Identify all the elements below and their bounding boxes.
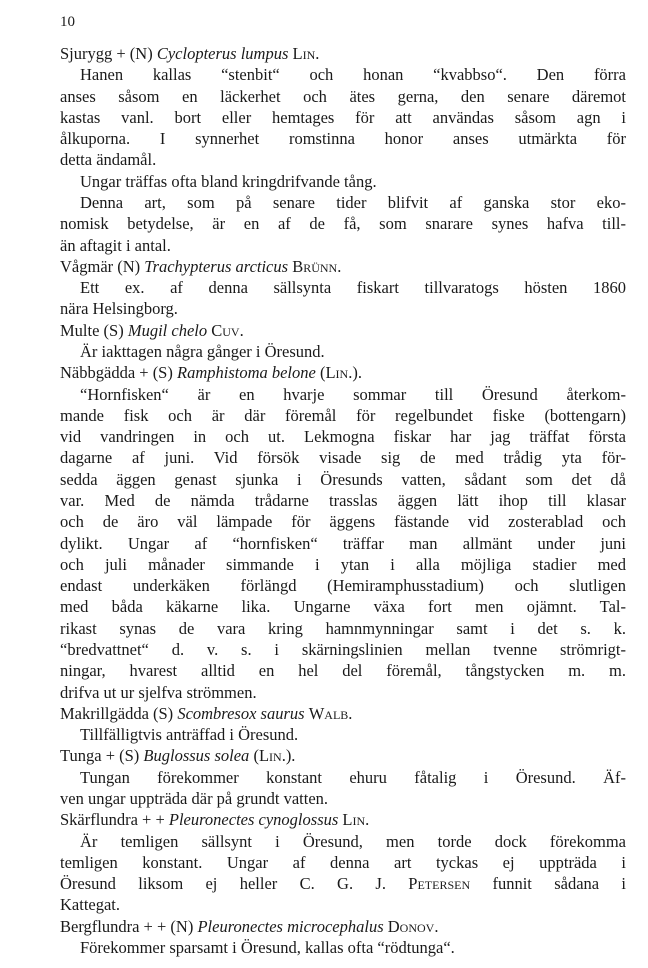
text-line — [60, 427, 626, 447]
text-line — [80, 193, 626, 213]
text-span: ( — [315, 363, 326, 382]
text-span: Vågmär (N) — [60, 257, 145, 276]
text-line — [60, 619, 626, 639]
text-span: endast underkäken förlängd (Hemiramphusstadium) och slutligen — [60, 576, 626, 595]
text-span: mande fisk och är där föremål för regelbundet fiske (bottengarn) — [60, 406, 626, 425]
text-span: med båda käkarne lika. Ungarne växa fort men ojämnt. Tal- — [60, 597, 626, 616]
text-span: . — [348, 704, 353, 723]
text-span: drifva ut ur sjelfva strömmen. — [60, 683, 257, 702]
text-span: “bredvattnet“ d. v. s. i skärningslinien mellan tvenne strömrigt- — [60, 640, 626, 659]
author-name: Lin — [342, 810, 366, 829]
text-line — [60, 214, 626, 234]
text-span: sedda äggen genast sjunka i Öresunds vatten, sådant som det då — [60, 470, 626, 489]
text-line — [80, 65, 626, 85]
species-latin-name: Mugil chelo — [127, 321, 208, 340]
text-span: ålkuporna. I synnerhet romstinna honor anses utmärkta för — [60, 129, 626, 148]
text-span: ven ungar uppträda där på grundt vatten. — [60, 789, 329, 808]
text-line — [60, 448, 626, 468]
species-heading-skarflundra — [60, 810, 626, 830]
text-line — [60, 555, 626, 575]
author-name: Petersen — [408, 874, 471, 893]
author-name: Brünn — [292, 257, 338, 276]
text-span: Denna art, som på senare tider blifvit af ganska stor eko- — [80, 193, 626, 212]
species-heading-nabbgadda — [60, 363, 626, 383]
text-line — [60, 150, 626, 170]
text-line — [60, 874, 626, 894]
text-line — [60, 236, 626, 256]
text-span: ningar, hvarest alltid en hel del föremål, tångstycken m. m. — [60, 661, 626, 680]
text-line — [60, 129, 626, 149]
text-line — [80, 278, 626, 298]
text-span: Ett ex. af denna sällsynta fiskart tillvaratogs hösten 1860 — [80, 278, 626, 297]
text-line — [60, 534, 626, 554]
text-line — [60, 512, 626, 532]
text-span: detta ändamål. — [60, 150, 157, 169]
species-heading-sjurygg — [60, 44, 626, 64]
text-span: anses såsom en läckerhet och ätes gerna, den senare däremot — [60, 87, 626, 106]
species-latin-name: Scombresox saurus — [177, 704, 305, 723]
text-line — [80, 172, 626, 192]
text-line — [60, 491, 626, 511]
text-span: dagarne af juni. Vid försök visade sig de med trådig yta för- — [60, 448, 626, 467]
text-line — [60, 406, 626, 426]
text-line — [60, 299, 626, 319]
text-span: “Hornfisken“ är en hvarje sommar till Öresund återkom- — [80, 385, 626, 404]
text-span: Bergflundra + + (N) — [60, 917, 198, 936]
species-latin-name: Ramphistoma belone — [176, 363, 316, 382]
text-span: nomisk betydelse, är en af de få, som snarare synes hafva till- — [60, 214, 626, 233]
text-line — [80, 832, 626, 852]
text-span: vid vandringen in och ut. Lekmogna fiskar har jag träffat första — [60, 427, 626, 446]
species-heading-multe — [60, 321, 626, 341]
text-span: . — [315, 44, 320, 63]
text-span: . — [337, 257, 342, 276]
species-latin-name: Cyclopterus lumpus — [156, 44, 289, 63]
text-span: ( — [249, 746, 259, 765]
species-latin-name: Pleuronectes cynoglossus — [168, 810, 339, 829]
text-line — [60, 683, 626, 703]
text-span: Öresund liksom ej heller C. G. J. — [60, 874, 409, 893]
text-line — [80, 725, 626, 745]
text-line — [60, 661, 626, 681]
text-line — [80, 342, 626, 362]
text-span: rikast synas de vara kring hamnmynningar samt i det s. k. — [60, 619, 626, 638]
text-span: nära Helsingborg. — [60, 299, 178, 318]
text-line — [80, 768, 626, 788]
text-span: Skärflundra + + — [60, 810, 169, 829]
text-span: Tillfälligtvis anträffad i Öresund. — [80, 725, 299, 744]
text-span: kastas vanl. bort eller hemtages för att användas såsom agn i — [60, 108, 626, 127]
text-line — [60, 576, 626, 596]
text-line — [60, 789, 626, 809]
text-span: Kattegat. — [60, 895, 121, 914]
species-latin-name: Pleuronectes microcephalus — [197, 917, 384, 936]
species-heading-makrillgadda — [60, 704, 626, 724]
text-span: Näbbgädda + (S) — [60, 363, 177, 382]
author-name: Cuv — [211, 321, 240, 340]
text-span: . — [365, 810, 370, 829]
text-line — [60, 895, 626, 915]
author-name: Lin — [325, 363, 349, 382]
species-latin-name: Buglossus solea — [143, 746, 250, 765]
text-span: . — [434, 917, 439, 936]
text-span: Ungar träffas ofta bland kringdrifvande tång. — [80, 172, 377, 191]
text-line — [60, 108, 626, 128]
text-span: Tungan förekommer konstant ehuru fåtalig i Öresund. Äf- — [80, 768, 626, 787]
text-span: Multe (S) — [60, 321, 128, 340]
page-number: 10 — [60, 14, 75, 30]
text-span: Hanen kallas “stenbit“ och honan “kvabbso“. Den förra — [80, 65, 626, 84]
text-line — [60, 470, 626, 490]
text-span: .). — [281, 746, 296, 765]
text-span: . — [239, 321, 244, 340]
text-line — [60, 640, 626, 660]
text-span: var. Med de nämda trådarne trasslas äggen lätt ihop till klasar — [60, 491, 626, 510]
text-span: Är temligen sällsynt i Öresund, men torde dock förekomma — [80, 832, 626, 851]
author-name: Lin — [292, 44, 316, 63]
text-span: Makrillgädda (S) — [60, 704, 178, 723]
text-span: Sjurygg + (N) — [60, 44, 157, 63]
species-heading-bergflundra — [60, 917, 626, 937]
text-span: Tunga + (S) — [60, 746, 144, 765]
author-name: Lin — [258, 746, 282, 765]
text-line — [80, 938, 626, 958]
text-line — [60, 597, 626, 617]
text-span: och de äro väl lämpade för äggens fästande vid zosterablad och — [60, 512, 626, 531]
text-line — [60, 853, 626, 873]
text-span: funnit sådana i — [470, 874, 626, 893]
text-span: och juli månader simmande i ytan i alla möjliga stadier med — [60, 555, 626, 574]
text-line — [60, 87, 626, 107]
author-name: Walb — [308, 704, 349, 723]
author-name: Donov — [387, 917, 435, 936]
text-span: temligen konstant. Ungar af denna art tyckas ej uppträda i — [60, 853, 626, 872]
species-heading-vagmar — [60, 257, 626, 277]
text-span: dylikt. Ungar af “hornfisken“ träffar man allmänt under juni — [60, 534, 626, 553]
text-span: Förekommer sparsamt i Öresund, kallas ofta “rödtunga“. — [80, 938, 455, 957]
text-span: än aftagit i antal. — [60, 236, 171, 255]
text-span: .). — [348, 363, 362, 382]
species-heading-tunga — [60, 746, 626, 766]
species-latin-name: Trachypterus arcticus — [144, 257, 289, 276]
text-span: Är iakttagen några gånger i Öresund. — [80, 342, 325, 361]
text-line — [80, 385, 626, 405]
